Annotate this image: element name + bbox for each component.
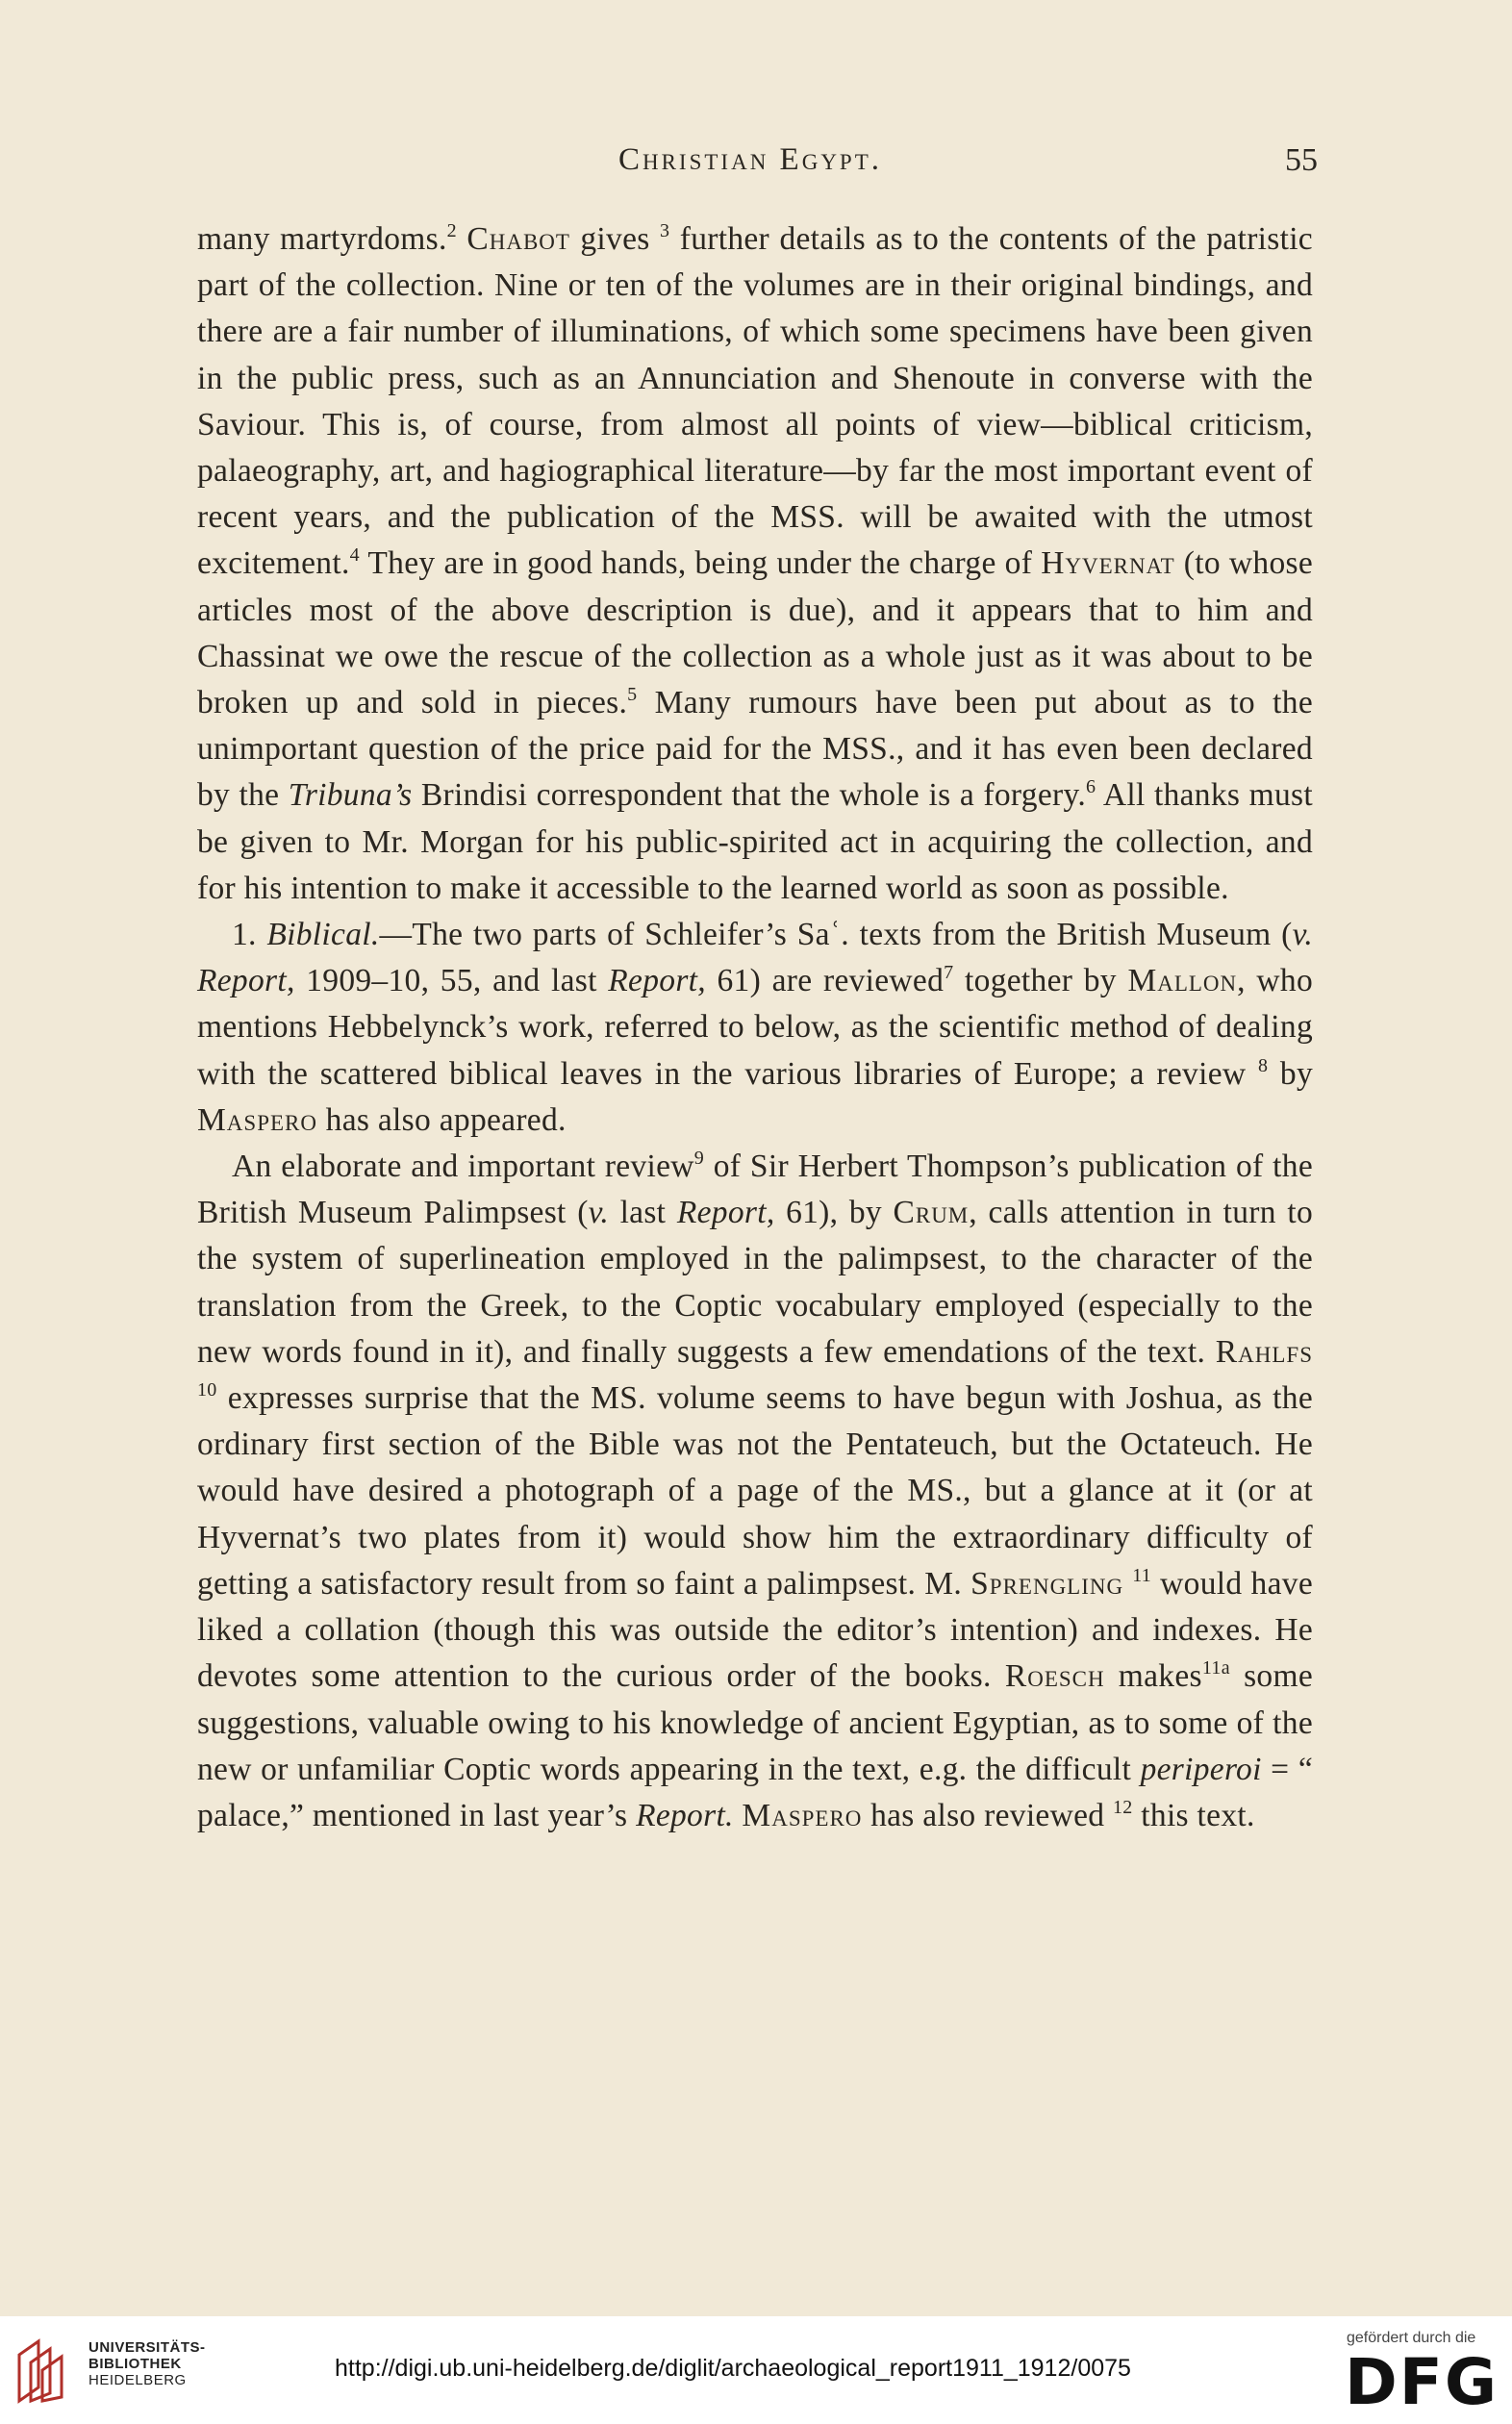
- italic-text: Report,: [608, 963, 706, 999]
- permalink-url[interactable]: http://digi.ub.uni-heidelberg.de/diglit/archaeological_report1911_1912/0075: [335, 2355, 1131, 2382]
- text-run: , calls attention in turn to the system of superlineation employed in the palimpsest, to the character of the translation from the Greek, to the Coptic vocabulary employed (especially to the new words found in it), and finally suggests a few emendations of the text.: [197, 1195, 1313, 1370]
- text-run: [1123, 1566, 1132, 1602]
- footnote-ref: 5: [627, 684, 638, 706]
- author-name: Hyvernat: [1041, 545, 1175, 582]
- footnote-ref: 3: [660, 220, 670, 241]
- text-run: some suggestions, valuable owing to his knowledge of ancient Egyptian, as to some of the new or unfamiliar Coptic words appearing in the text, e.g. the difficult: [197, 1658, 1313, 1787]
- running-title: Christian Egypt.: [617, 142, 883, 177]
- text-run: They are in good hands, being under the charge of: [359, 545, 1042, 582]
- page-number: 55: [1285, 142, 1318, 178]
- text-run: 1.: [232, 917, 267, 953]
- footnote-ref: 4: [349, 544, 360, 567]
- text-run: many martyrdoms.: [197, 221, 447, 257]
- footnote-ref: 11: [1132, 1564, 1152, 1586]
- text-run: Brindisi correspondent that the whole is a forgery.: [412, 777, 1086, 814]
- text-run: has also appeared.: [316, 1101, 567, 1138]
- text-run: = “ palace,” mentioned in last year’s: [197, 1751, 1313, 1833]
- text-run: 61) are reviewed: [705, 963, 945, 999]
- text-run: makes: [1104, 1658, 1202, 1695]
- italic-text: Tribuna’s: [288, 777, 413, 814]
- library-logo-icon: [13, 2334, 77, 2407]
- author-name: Chabot: [466, 221, 570, 257]
- text-run: —The two parts of Schleifer’s Saʿ. texts from the British Museum (: [379, 917, 1293, 953]
- author-name: Sprengling: [970, 1565, 1124, 1602]
- italic-text: periperoi: [1140, 1751, 1262, 1787]
- author-name: Maspero: [197, 1101, 317, 1138]
- footnote-ref: 2: [446, 220, 457, 241]
- italic-text: Report.: [636, 1797, 734, 1833]
- italic-text: Report,: [676, 1195, 775, 1231]
- paragraph-1: [197, 216, 1313, 912]
- paragraph-2: [197, 912, 1313, 1144]
- body-text: [197, 216, 1313, 1839]
- running-header: [183, 142, 1318, 185]
- author-name: Rahlfs: [1215, 1333, 1313, 1370]
- library-line-1: UNIVERSITÄTS-: [88, 2339, 206, 2356]
- italic-text: v. Report,: [197, 917, 1313, 999]
- footnote-ref: 8: [1257, 1054, 1269, 1076]
- text-run: by: [1268, 1055, 1314, 1092]
- text-run: together by: [953, 963, 1128, 999]
- text-run: , who mentions Hebbelynck’s work, referred to below, as the scientific method of dealing with the scattered biblical leaves in the various libraries of Europe; a review: [197, 963, 1313, 1092]
- text-run: 61), by: [774, 1195, 894, 1231]
- dfg-logo: DFG: [1345, 2345, 1499, 2419]
- footnote-ref: 10: [197, 1379, 217, 1401]
- footnote-ref: 11a: [1201, 1657, 1230, 1679]
- text-run: (to whose articles most of the above description is due), and it appears that to him and Chassinat we owe the rescue of the collection as a whole just as it was about to be broken up and sold in pieces.: [197, 545, 1314, 721]
- author-name: Crum: [893, 1195, 970, 1231]
- paragraph-3: [197, 1144, 1313, 1839]
- library-line-2: BIBLIOTHEK: [88, 2356, 182, 2372]
- footnote-ref: 12: [1113, 1796, 1133, 1818]
- text-run: expresses surprise that the MS. volume seems to have begun with Joshua, as the ordinary first section of the Bible was not the Pentateuch, but the Octateuch. He would have desired a photograph of a page of the MS., but a glance at it (or at Hyvernat’s two plates from it) would show him the extraordinary difficulty of getting a satisfactory result from so faint a palimpsest. M.: [197, 1380, 1313, 1602]
- footnote-ref: 7: [944, 962, 954, 984]
- italic-text: v.: [588, 1195, 610, 1231]
- digitization-footer: [0, 2316, 1512, 2424]
- library-line-3: HEIDELBERG: [88, 2372, 187, 2388]
- text-run: has also reviewed: [862, 1797, 1113, 1833]
- text-run: [457, 221, 466, 257]
- italic-text: Biblical.: [266, 917, 380, 953]
- text-run: 1909–10, 55, and last: [294, 963, 609, 999]
- footnote-ref: 9: [693, 1148, 705, 1170]
- funder-note: gefördert durch die: [1347, 2330, 1476, 2346]
- text-run: last: [609, 1195, 677, 1231]
- text-run: All thanks must be given to Mr. Morgan for his public-spirited act in acquiring the collection, and for his intention to make it accessible to the learned world as soon as possible.: [197, 777, 1313, 906]
- text-run: An elaborate and important review: [232, 1149, 694, 1185]
- text-run: further details as to the contents of the patristic part of the collection. Nine or ten of the volumes are in their original bindings, and there are a fair number of illuminations, of which some specimens have been given in the public press, such as an Annunciation and Shenoute in converse with the Saviour. This is, of course, from almost all points of view—biblical criticism, palaeography, art, and hagiographical literature—by far the most important event of recent years, and the publication of the MSS. will be awaited with the utmost excitement.: [197, 221, 1313, 582]
- author-name: Roesch: [1004, 1658, 1105, 1695]
- author-name: Maspero: [742, 1797, 863, 1833]
- footnote-ref: 6: [1086, 776, 1096, 798]
- text-run: gives: [569, 221, 661, 257]
- author-name: Mallon: [1127, 963, 1238, 999]
- text-run: of Sir Herbert Thompson’s publication of the British Museum Palimpsest (: [197, 1149, 1313, 1231]
- text-run: this text.: [1132, 1797, 1255, 1833]
- text-run: Many rumours have been put about as to the unimportant question of the price paid for the MSS., and it has even been declared by the: [197, 685, 1314, 814]
- library-name: [88, 2339, 206, 2388]
- text-run: would have liked a collation (though this was outside the editor’s intention) and indexes. He devotes some attention to the curious order of the books.: [197, 1565, 1313, 1695]
